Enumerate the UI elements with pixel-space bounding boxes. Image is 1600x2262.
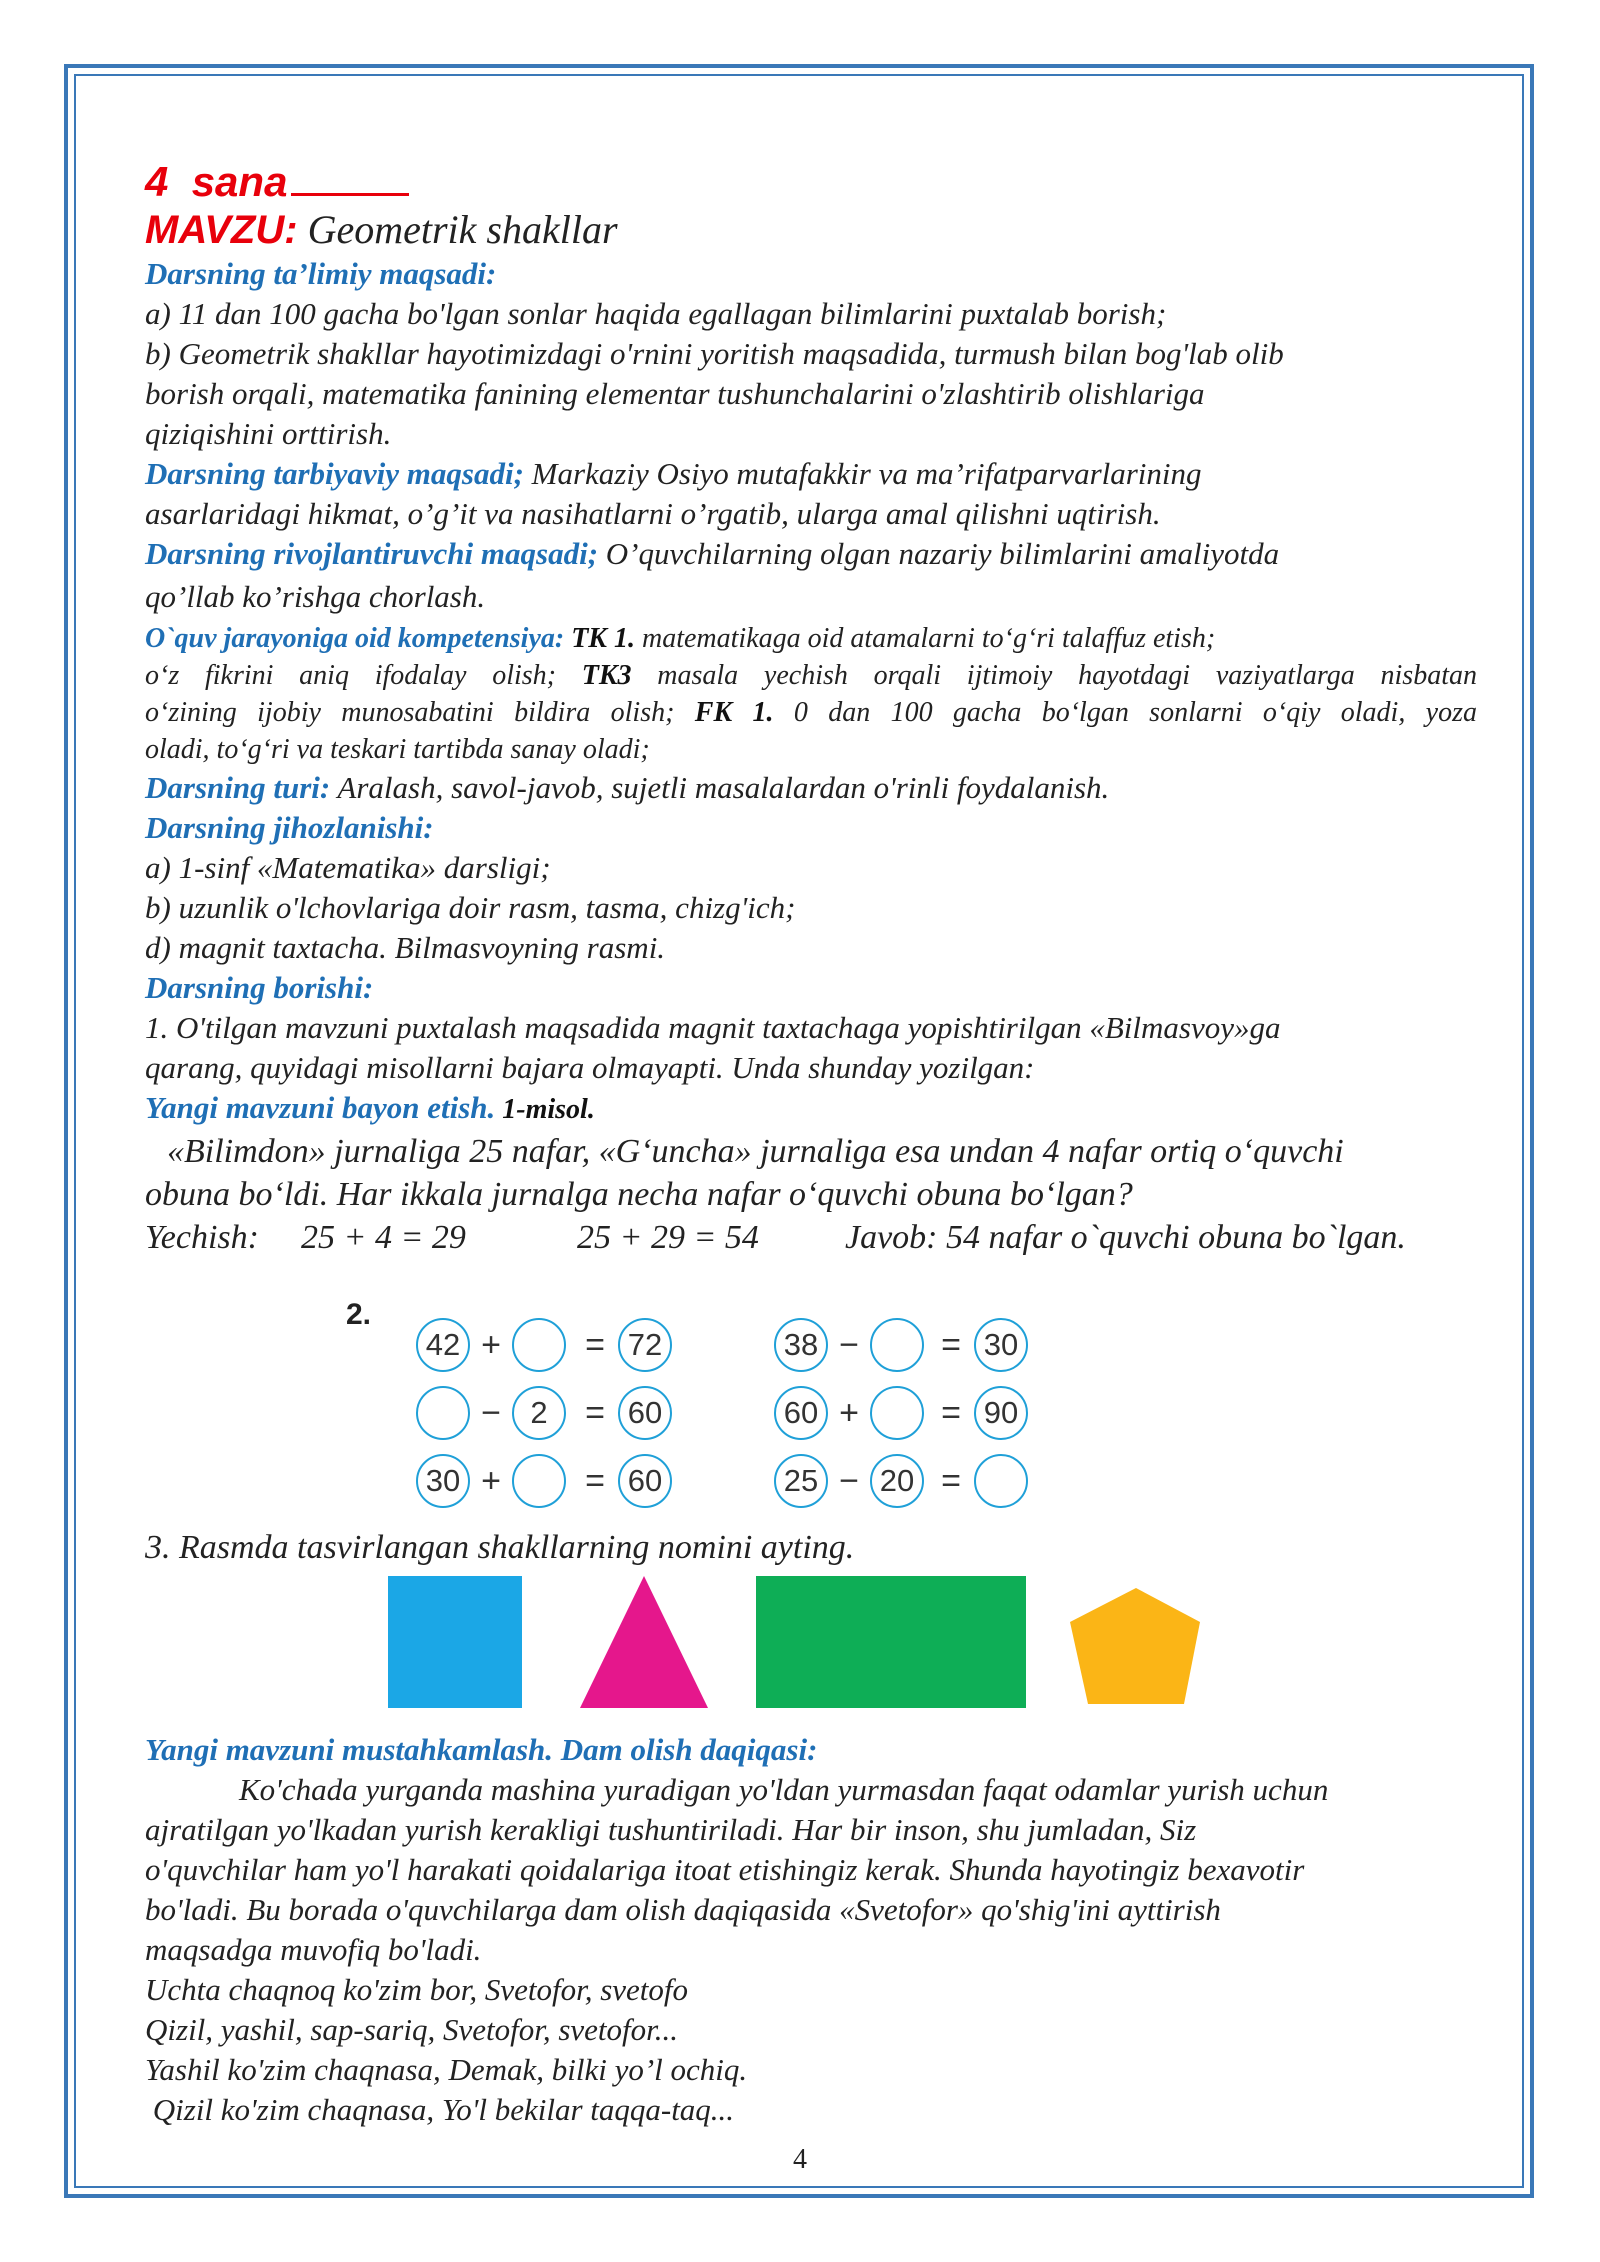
- jihozlanishi-d: d) magnit taxtacha. Bilmasvoyning rasmi.: [145, 930, 666, 965]
- tk1-label: TK 1.: [571, 623, 635, 654]
- kompetensiya-t2a: o‘z fikrini aniq ifodalay olish;: [145, 660, 556, 691]
- yangi-line: [145, 1088, 1477, 1130]
- tarbiyaviy-line1: [145, 454, 1477, 494]
- number-circle: 30: [974, 1318, 1028, 1372]
- date-blank: [291, 163, 409, 196]
- kompetensiya-heading: O`quv jarayoniga oid kompetensiya:: [145, 623, 565, 654]
- minus-sign: −: [839, 1462, 859, 1500]
- equals-sign: =: [585, 1394, 605, 1432]
- mustahkamlash-p4: bo'ladi. Bu borada o'quvchilarga dam olish daqiqasida «Svetofor» qo'shig'ini ayttirish: [145, 1892, 1221, 1927]
- kompetensiya-t4: oladi, to‘g‘ri va teskari tartibda sanay oladi;: [145, 734, 650, 765]
- number-circle: 25: [774, 1454, 828, 1508]
- number-circle: 60: [774, 1386, 828, 1440]
- answer-circle[interactable]: [870, 1386, 924, 1440]
- talimiy-a: a) 11 dan 100 gacha bo'lgan sonlar haqida egallagan bilimlarini puxtalab borish;: [145, 296, 1167, 331]
- rivojlantiruvchi-line1: [145, 534, 1477, 574]
- misol-text2: obuna bo‘ldi. Har ikkala jurnalga necha nafar o‘quvchi obuna bo‘lgan?: [145, 1176, 1133, 1213]
- mavzu-title: Geometrik shakllar: [307, 207, 618, 252]
- equation-row-2: [340, 1386, 1100, 1448]
- minus-sign: −: [481, 1394, 501, 1432]
- yechish-eq1: 25 + 4 = 29: [301, 1219, 466, 1256]
- equals-sign: =: [941, 1394, 961, 1432]
- kompetensiya-t2b: masala yechish orqali ijtimoiy hayotdagi vaziyatlarga nisbatan: [631, 660, 1477, 691]
- answer-circle[interactable]: [974, 1454, 1028, 1508]
- answer-circle[interactable]: [870, 1318, 924, 1372]
- answer-circle[interactable]: [512, 1454, 566, 1508]
- mavzu-line: [145, 206, 1477, 254]
- number-circle: 72: [618, 1318, 672, 1372]
- kompetensiya-line2: [145, 657, 1477, 694]
- rivojlantiruvchi-text1: O’quvchilarning olgan nazariy bilimlarini amaliyotda: [598, 536, 1280, 571]
- minus-sign: −: [839, 1326, 859, 1364]
- page-number: 4: [793, 2144, 807, 2175]
- turi-line: [145, 768, 1477, 808]
- song-line-3: Yashil ko'zim chaqnasa, Demak, bilki yo’l ochiq.: [145, 2052, 748, 2087]
- yechish-eq2: 25 + 29 = 54: [577, 1219, 759, 1256]
- yellow-pentagon: [1070, 1588, 1200, 1704]
- jihozlanishi-heading: Darsning jihozlanishi:: [145, 810, 434, 845]
- plus-sign: +: [481, 1462, 501, 1500]
- equation-row-1: [340, 1318, 1100, 1380]
- answer-circle[interactable]: [512, 1318, 566, 1372]
- exercise-2-label: 2.: [346, 1298, 372, 1331]
- pink-triangle: [580, 1576, 708, 1708]
- number-circle: 90: [974, 1386, 1028, 1440]
- number-circle: 30: [416, 1454, 470, 1508]
- kompetensiya-line1: [145, 620, 1477, 657]
- mustahkamlash-p5: maqsadga muvofiq bo'ladi.: [145, 1932, 482, 1967]
- kompetensiya-t3a: o‘zining ijobiy munosabatini bildira olish;: [145, 697, 675, 728]
- kompetensiya-line3: [145, 694, 1477, 731]
- number-circle: 60: [618, 1386, 672, 1440]
- equals-sign: =: [585, 1326, 605, 1364]
- lesson-content: [145, 158, 1477, 1259]
- number-circle: 60: [618, 1454, 672, 1508]
- equals-sign: =: [941, 1326, 961, 1364]
- kompetensiya-t1: matematikaga oid atamalarni to‘g‘ri talaffuz etish;: [634, 623, 1216, 654]
- lesson-date-line: [145, 158, 1477, 206]
- kompetensiya-t3b: 0 dan 100 gacha bo‘lgan sonlarni o‘qiy oladi, yoza: [773, 697, 1478, 728]
- tarbiyaviy-text2: asarlaridagi hikmat, o’g’it va nasihatlarni o’rgatib, ularga amal qilishni uqtirish.: [145, 496, 1161, 531]
- green-rectangle: [756, 1576, 1026, 1708]
- song-line-2: Qizil, yashil, sap-sariq, Svetofor, svetofor...: [145, 2012, 679, 2047]
- misol-text1: «Bilimdon» jurnaliga 25 nafar, «G‘uncha» jurnaliga esa undan 4 nafar ortiq o‘quvchi: [167, 1133, 1344, 1170]
- jihozlanishi-b: b) uzunlik o'lchovlariga doir rasm, tasma, chizg'ich;: [145, 890, 796, 925]
- talimiy-b3: qiziqishini orttirish.: [145, 416, 392, 451]
- mustahkamlash-section: [145, 1730, 1477, 2130]
- blue-square: [388, 1576, 522, 1708]
- exercise-2: [340, 1298, 1100, 1518]
- mustahkamlash-heading: Yangi mavzuni mustahkamlash. Dam olish daqiqasi:: [145, 1732, 818, 1767]
- turi-text: Aralash, savol-javob, sujetli masalalardan o'rinli foydalanish.: [330, 770, 1110, 805]
- talimiy-heading: Darsning ta’limiy maqsadi:: [145, 256, 497, 291]
- javob-text: Javob: 54 nafar o`quvchi obuna bo`lgan.: [845, 1219, 1406, 1256]
- song-line-4: Qizil ko'zim chaqnasa, Yo'l bekilar taqqa-taq...: [145, 2092, 735, 2127]
- rivojlantiruvchi-heading: Darsning rivojlantiruvchi maqsadi;: [145, 536, 599, 571]
- talimiy-b1: b) Geometrik shakllar hayotimizdagi o'rnini yoritish maqsadida, turmush bilan bog'lab olib: [145, 336, 1284, 371]
- tarbiyaviy-text1: Markaziy Osiyo mutafakkir va ma’rifatparvarlarining: [523, 456, 1202, 491]
- song-line-1: Uchta chaqnoq ko'zim bor, Svetofor, svetofo: [145, 1972, 689, 2007]
- number-circle: 2: [512, 1386, 566, 1440]
- plus-sign: +: [481, 1326, 501, 1364]
- misol-label: 1-misol.: [495, 1094, 595, 1125]
- tarbiyaviy-heading: Darsning tarbiyaviy maqsadi;: [145, 456, 524, 491]
- number-circle: 20: [870, 1454, 924, 1508]
- borishi-p1: 1. O'tilgan mavzuni puxtalash maqsadida magnit taxtachaga yopishtirilgan «Bilmasvoy»ga: [145, 1010, 1281, 1045]
- mustahkamlash-p2: ajratilgan yo'lkadan yurish kerakligi tushuntiriladi. Har bir inson, shu jumladan, Siz: [145, 1812, 1197, 1847]
- borishi-heading: Darsning borishi:: [145, 970, 374, 1005]
- lesson-number: 4: [145, 158, 169, 205]
- jihozlanishi-a: a) 1-sinf «Matematika» darsligi;: [145, 850, 551, 885]
- mustahkamlash-p3: o'quvchilar ham yo'l harakati qoidalariga itoat etishingiz kerak. Shunda hayotingiz bexavotir: [145, 1852, 1305, 1887]
- equals-sign: =: [941, 1462, 961, 1500]
- equals-sign: =: [585, 1462, 605, 1500]
- mavzu-label: MAVZU:: [145, 208, 298, 252]
- rivojlantiruvchi-text2: qo’llab ko’rishga chorlash.: [145, 579, 486, 614]
- sana-label: sana: [191, 158, 288, 205]
- yangi-heading: Yangi mavzuni bayon etish.: [145, 1090, 496, 1125]
- mustahkamlash-p1: Ko'chada yurganda mashina yuradigan yo'ldan yurmasdan faqat odamlar yurish uchun: [239, 1772, 1329, 1807]
- plus-sign: +: [839, 1394, 859, 1432]
- yechish-label: Yechish:: [145, 1219, 259, 1256]
- exercise-3-text: 3. Rasmda tasvirlangan shakllarning nomini ayting.: [145, 1529, 855, 1566]
- yechish-line: [145, 1216, 1477, 1259]
- turi-heading: Darsning turi:: [145, 770, 331, 805]
- borishi-p2: qarang, quyidagi misollarni bajara olmayapti. Unda shunday yozilgan:: [145, 1050, 1035, 1085]
- fk1-label: FK 1.: [694, 697, 774, 728]
- talimiy-b2: borish orqali, matematika fanining elementar tushunchalarini o'zlashtirib olishlariga: [145, 376, 1205, 411]
- equation-row-3: [340, 1454, 1100, 1516]
- number-circle: 42: [416, 1318, 470, 1372]
- number-circle: 38: [774, 1318, 828, 1372]
- geometric-shapes: [0, 1572, 1600, 1712]
- tk3-label: TK3: [581, 660, 632, 691]
- answer-circle[interactable]: [416, 1386, 470, 1440]
